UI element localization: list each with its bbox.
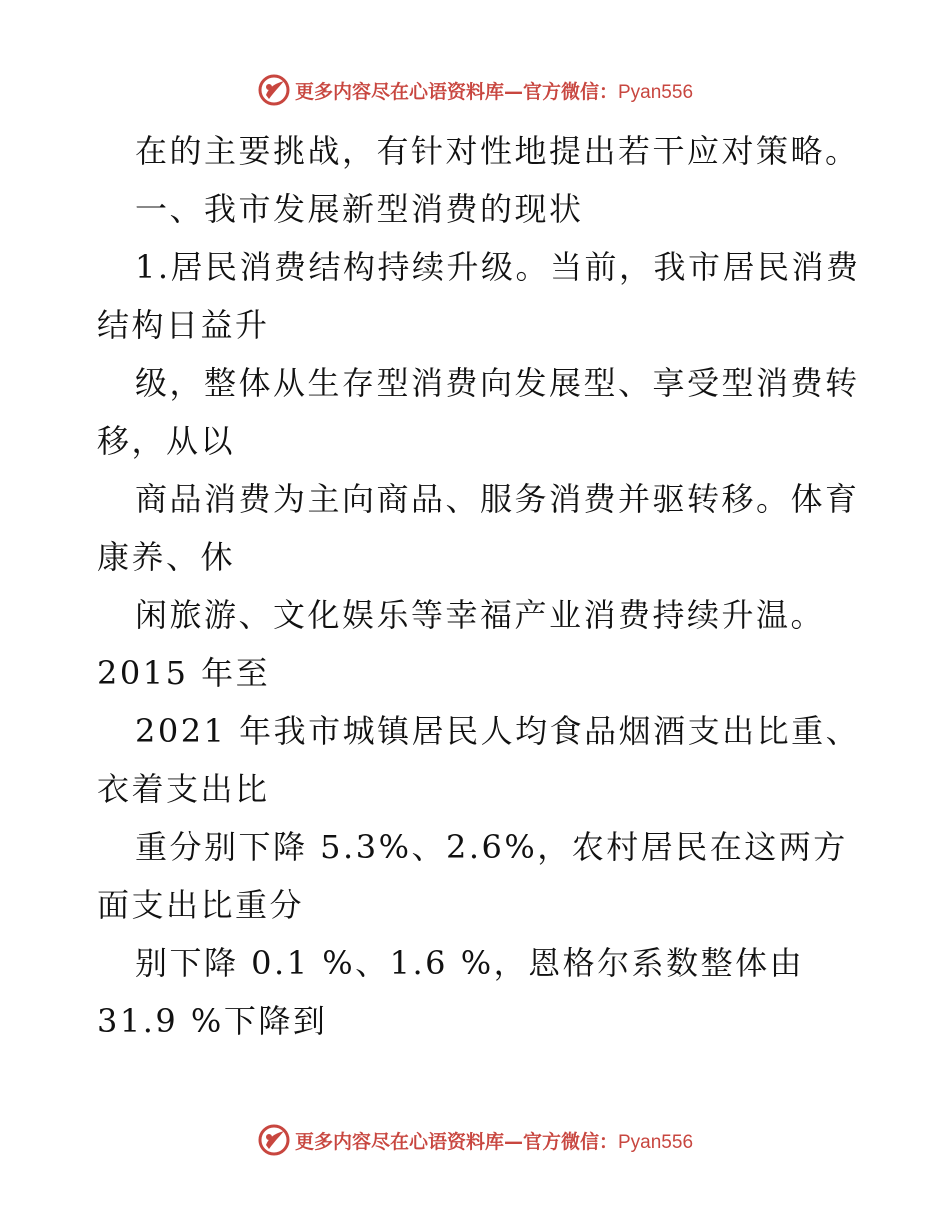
brand-logo-icon <box>257 73 291 107</box>
text-line: 移，从以 <box>97 422 236 460</box>
text-line: 别下降 0.1 %、1.6 %，恩格尔系数整体由 <box>135 944 805 982</box>
text-line: 结构日益升 <box>97 306 270 344</box>
text-line: 商品消费为主向商品、服务消费并驱转移。体育 <box>135 480 860 518</box>
footer-watermark <box>0 1120 950 1160</box>
text-line: 1.居民消费结构持续升级。当前，我市居民消费 <box>135 248 861 286</box>
text-line: 31.9 %下降到 <box>97 1002 328 1040</box>
text-line: 2015 年至 <box>97 654 271 692</box>
watermark-wechat-id: Pyan556 <box>618 81 694 103</box>
text-line: 闲旅游、文化娱乐等幸福产业消费持续升温。 <box>135 596 826 634</box>
text-line: 衣着支出比 <box>97 770 270 808</box>
text-line: 在的主要挑战，有针对性地提出若干应对策略。 <box>135 132 860 170</box>
text-line: 面支出比重分 <box>97 886 305 924</box>
text-line: 2021 年我市城镇居民人均食品烟酒支出比重、 <box>135 712 861 750</box>
document-body <box>97 122 861 1050</box>
header-watermark <box>0 70 950 110</box>
watermark-text: 更多内容尽在心语资料库—官方微信：Pyan556 <box>294 80 694 103</box>
text-line: 重分别下降 5.3%、2.6%，农村居民在这两方 <box>135 828 848 866</box>
watermark-text: 更多内容尽在心语资料库—官方微信：Pyan556 <box>294 1130 694 1153</box>
brand-logo-icon <box>257 1123 291 1157</box>
text-line: 级，整体从生存型消费向发展型、享受型消费转 <box>135 364 860 402</box>
watermark-wechat-id: Pyan556 <box>618 1131 694 1153</box>
text-line: 一、我市发展新型消费的现状 <box>135 190 584 228</box>
text-line: 康养、休 <box>97 538 236 576</box>
